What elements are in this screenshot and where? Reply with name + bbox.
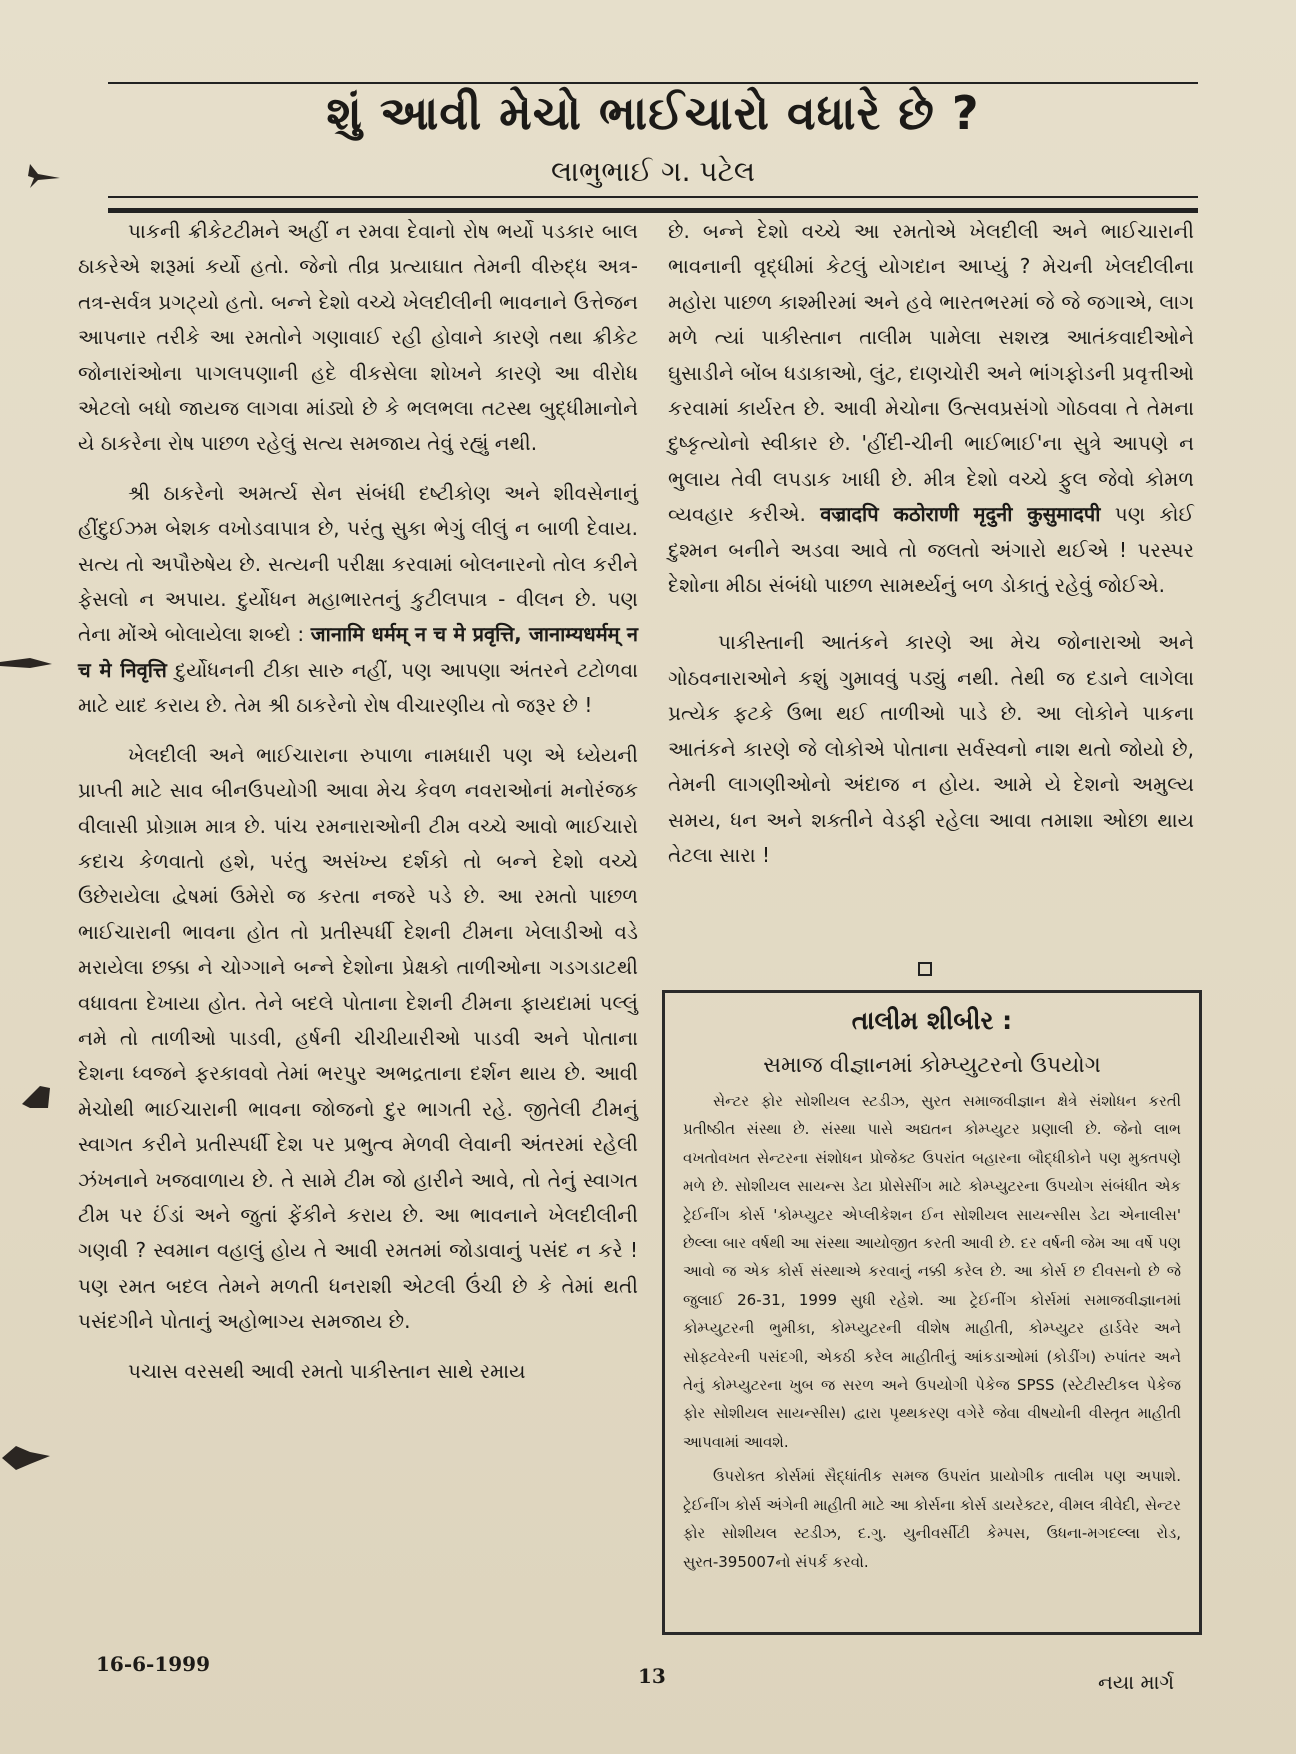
notice-subtitle: સમાજ વીજ્ઞાનમાં કોમ્પ્યુટરનો ઉપયોગ (763, 1053, 1101, 1078)
sanskrit-quote: जानामि धर्मम् न च मे प्रवृत्ति, जानाम्यधर्मम् न च मे निवृत्ति (78, 622, 638, 682)
article-author: લાભુભાઈ ગ. પટેલ (550, 155, 756, 188)
notice-body (683, 1087, 1181, 1576)
sanskrit-quote-2: वज्रादपि कठोराणी मृदुनी कुसुमादपी (820, 502, 1101, 527)
issue-date: 16-6-1999 (96, 1652, 211, 1676)
paragraph-3: ખેલદીલી અને ભાઈચારાના રુપાળા નામધારી પણ એ ધ્યેયની પ્રાપ્તી માટે સાવ બીનઉપયોગી આવા મેચ કેવળ નવરાઓનાં મનોરંજક વીલાસી પ્રોગ્રામ માત્ર છે. પાંચ રમનારાઓની ટીમ વચ્ચે આવો ભાઈચારો કદાચ કેળવાતો હશે, પરંતુ અસંખ્ય દર્શકો તો બન્ને દેશો વચ્ચે ઉછેરાયેલા દ્વેષમાં ઉમેરો જ કરતા નજરે પડે છે. આ રમતો પાછળ ભાઈચારાની ભાવના હોત તો પ્રતીસ્પર્ધી દેશની ટીમના ખેલાડીઓ વડે મરાયેલા છક્કા ને ચોગ્ગાને બન્ને દેશોના પ્રેક્ષકો તાળીઓના ગડગડાટથી વધાવતા દેખાયા હોત. તેને બદલે પોતાના દેશની ટીમના ફાયદામાં પલ્લું નમે તો તાળીઓ પાડવી, હર્ષની ચીચીયારીઓ પાડવી અને પોતાના દેશના ધ્વજને ફરકાવવો તેમાં ભરપુર અભદ્રતાના દર્શન થાય છે. આવી મેચોથી ભાઈચારાની ભાવના જોજનો દુર ભાગતી રહે. જીતેલી ટીમનું સ્વાગત કરીને પ્રતીસ્પર્ધી દેશ પર પ્રભુત્વ મેળવી લેવાની અંતરમાં રહેલી ઝંખનાને ખજવાળાય છે. તે સામે ટીમ જો હારીને આવે, તો તેનું સ્વાગત ટીમ પર ઈંડાં અને જુતાં ફેંકીને કરાય છે. આ ભાવનાને ખેલદીલીની ગણવી ? સ્વમાન વહાલું હોય તે આવી રમતમાં જોડાવાનું પસંદ ન કરે ! પણ રમત બદલ તેમને મળતી ધનરાશી એટલી ઉંચી છે કે તેમાં થતી પસંદગીને પોતાનું અહોભાગ્ય સમજાય છે. (78, 742, 638, 1334)
notice-title: તાલીમ શીબીર : (851, 1006, 1013, 1035)
paragraph-6: પાકીસ્તાની આતંકને કારણે આ મેચ જોનારાઓ અને ગોઠવનારાઓને કશું ગુમાવવું પડ્યું નથી. તેથી જ દડાને લાગેલા પ્રત્યેક ફટકે ઉભા થઈ તાળીઓ પાડે છે. આ લોકોને પાકના આતંકને કારણે જે લોકોએ પોતાના સર્વસ્વનો નાશ થતો જોયો છે, તેમની લાગણીઓનો અંદાજ ન હોય. આમે યે દેશનો અમુલ્ય સમય, ધન અને શક્તીને વેડફી રહેલા આવા તમાશા ઓછા થાય તેટલા સારા ! (668, 630, 1194, 867)
binding-hole-mark (0, 648, 70, 678)
notice-paragraph-1: સેન્ટર ફોર સોશીયલ સ્ટડીઝ, સુરત સમાજવીજ્ઞાન ક્ષેત્રે સંશોધન કરતી પ્રતીષ્ઠીત સંસ્થા છે. સંસ્થા પાસે અદ્યતન કોમ્પ્યુટર પ્રણાલી છે. જેનો લાભ વખતોવખત સેન્ટરના સંશોધન પ્રોજેક્ટ ઉપરાંત બહારના બૌદ્ધીકોને પણ મુક્તપણે મળે છે. સોશીયલ સાયન્સ ડેટા પ્રોસેસીંગ માટે કોમ્પ્યુટરના ઉપયોગ સંબંધીત એક ટ્રેઈનીંગ કોર્સ 'કોમ્પ્યુટર એપ્લીકેશન ઈન સોશીયલ સાયન્સીસ ડેટા એનાલીસ' છેલ્લા બાર વર્ષથી આ સંસ્થા આયોજીત કરતી આવી છે. દર વર્ષની જેમ આ વર્ષે પણ આવો જ એક કોર્સ સંસ્થાએ કરવાનું નક્કી કરેલ છે. આ કોર્સ છ દીવસનો છે જે જુલાઈ 26-31, 1999 સુધી રહેશે. આ ટ્રેઈનીંગ કોર્સમાં સમાજવીજ્ઞાનમાં કોમ્પ્યુટરની ભુમીકા, કોમ્પ્યુટરની વીશેષ માહીતી, કોમ્પ્યુટર હાર્ડવેર અને સોફ્ટવેરની પસંદગી, એકઠી કરેલ માહીતીનું આંકડાઓમાં (કોડીંગ) રુપાંતર અને તેનું કોમ્પ્યુટરના ખુબ જ સરળ અને ઉપયોગી પેકેજ SPSS (સ્ટેટીસ્ટીકલ પેકેજ ફોર સોશીયલ સાયન્સીસ) દ્વારા પૃથ્થકરણ વગેરે જેવા વીષયોની વીસ્તૃત માહીતી આપવામાં આવશે. (683, 1092, 1181, 1451)
right-column (668, 214, 1194, 873)
notice-paragraph-2: ઉપરોક્ત કોર્સમાં સૈદ્ધાંતીક સમજ ઉપરાંત પ્રાયોગીક તાલીમ પણ અપાશે. ટ્રેઈનીંગ કોર્સ અંગેની માહીતી માટે આ કોર્સના કોર્સ ડાયરેક્ટર, વીમલ ત્રીવેદી, સેન્ટર ફોર સોશીયલ સ્ટડીઝ, દ.ગુ. યુનીવર્સીટી કેમ્પસ, ઉધના-મગદલ્લા રોડ, સુરત-395007નો સંપર્ક કરવો. (683, 1467, 1181, 1571)
magazine-name: નયા માર્ગ (1098, 1670, 1175, 1694)
end-of-article-square (918, 962, 932, 976)
paragraph-4: પચાસ વરસથી આવી રમતો પાકીસ્તાન સાથે રમાય (128, 1358, 526, 1383)
article-title: શું આવી મેચો ભાઈચારો વધારે છે ? (326, 86, 980, 140)
binding-hole-mark (0, 1082, 70, 1112)
paragraph-1: પાકની ક્રીકેટટીમને અહીં ન રમવા દેવાનો રોષ ભર્યો પડકાર બાલ ઠાકરેએ શરૂમાં કર્યો હતો. જેનો તીવ્ર પ્રત્યાઘાત તેમની વીરુદ્ધ અત્ર-તત્ર-સર્વત્ર પ્રગટ્યો હતો. બન્ને દેશો વચ્ચે ખેલદીલીની ભાવનાને ઉત્તેજન આપનાર તરીકે આ રમતોને ગણાવાઈ રહી હોવાને કારણે તથા ક્રીકેટ જોનારાંઓના પાગલપણાની હદે વીકસેલા શોખને કારણે આ વીરોધ એટલો બધો જાયજ લાગવા માંડ્યો છે કે ભલભલા તટસ્થ બુદ્ધીમાનોને યે ઠાકરેના રોષ પાછળ રહેલું સત્ય સમજાય તેવું રહ્યું નથી. (78, 219, 638, 456)
paragraph-5: છે. બન્ને દેશો વચ્ચે આ રમતોએ ખેલદીલી અને ભાઈચારાની ભાવનાની વૃદ્ધીમાં કેટલું યોગદાન આપ્યું ? મેચની ખેલદીલીના મહોરા પાછળ કાશ્મીરમાં અને હવે ભારતભરમાં જે જે જગાએ, લાગ મળે ત્યાં પાકીસ્તાન તાલીમ પામેલા સશસ્ત્ર આતંકવાદીઓને ઘુસાડીને બોંબ ધડાકાઓ, લુંટ, દાણચોરી અને ભાંગફોડની પ્રવૃત્તીઓ કરવામાં કાર્યરત છે. આવી મેચોના ઉત્સવપ્રસંગો ગોઠવવા તે તેમના દુષ્કૃત્યોનો સ્વીકાર છે. 'હીંદી-ચીની ભાઈભાઈ'ના સુત્રે આપણે ન ભુલાય તેવી લપડાક ખાધી છે. મીત્ર દેશો વચ્ચે ફુલ જેવો કોમળ વ્યવહાર કરીએ. वज्रादपि कठोराणी मृदुनी कुसुमादपी પણ કોઈ દુશ્મન બનીને અડવા આવે તો જલતો અંગારો થઈએ ! પરસ્પર દેશોના મીઠા સંબંધો પાછળ સામર્થ્યનું બળ ડોકાતું રહેવું જોઈએ. (668, 219, 1194, 598)
page-number: 13 (638, 1664, 666, 1688)
author-rule (108, 196, 1198, 198)
binding-hole-mark (0, 160, 70, 190)
paragraph-2: શ્રી ઠાકરેનો અમર્ત્ય સેન સંબંધી દષ્ટીકોણ અને શીવસેનાનું હીંદુઈઝમ બેશક વખોડવાપાત્ર છે, પરંતુ સુકા ભેગું લીલું ન બાળી દેવાય. સત્ય તો અપૌરુષેય છે. સત્યની પરીક્ષા કરવામાં બોલનારનો તોલ કરીને ફેસલો ન અપાય. દુર્યોધન મહાભારતનું કુટીલપાત્ર - વીલન છે. પણ તેના મોંએ બોલાયેલા શબ્દો : जानामि धर्मम् न च मे प्रवृत्ति, जानाम्यधर्मम् न च मे निवृत्ति દુર્યોધનની ટીકા સારુ નહીં, પણ આપણા અંતરને ટટોળવા માટે યાદ કરાય છે. તેમ શ્રી ઠાકરેનો રોષ વીચારણીય તો જરૂર છે ! (78, 480, 638, 718)
training-notice-box (662, 990, 1202, 1635)
left-column (78, 214, 638, 1389)
binding-hole-mark (0, 1442, 70, 1472)
thick-rule (108, 208, 1198, 213)
